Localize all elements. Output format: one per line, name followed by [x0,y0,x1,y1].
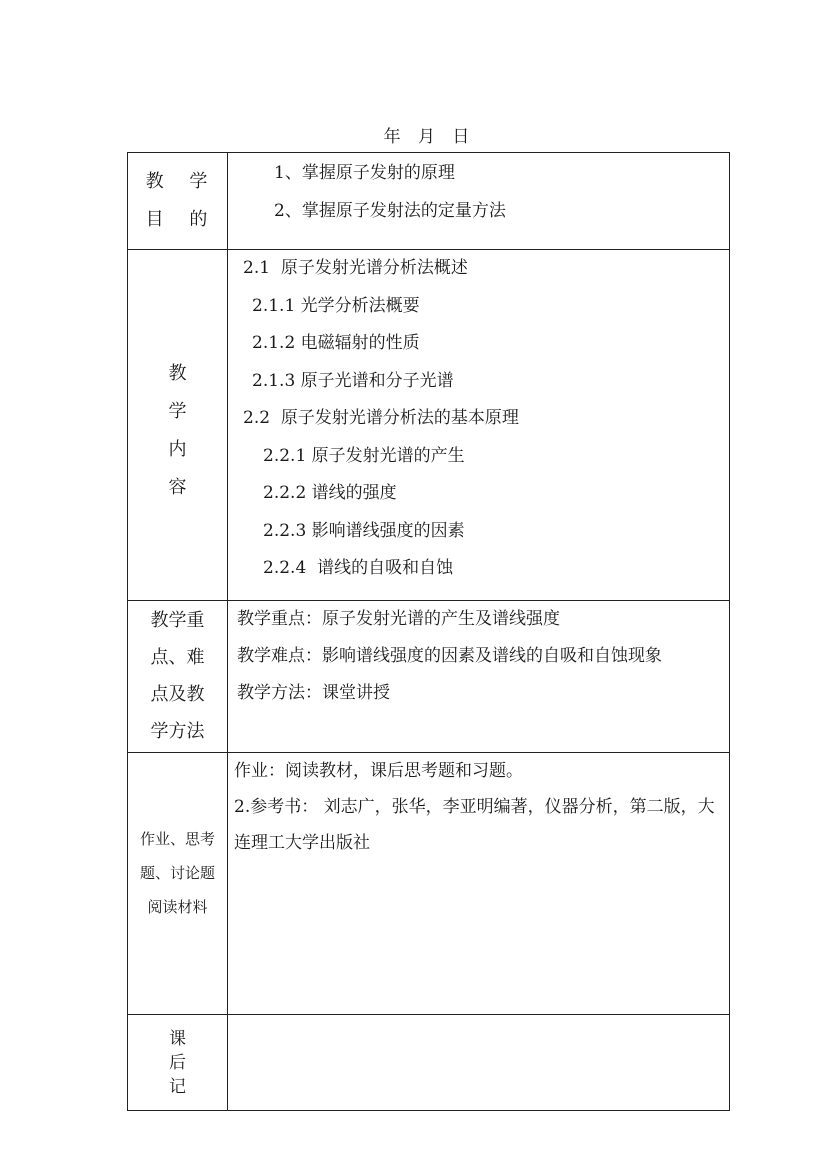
objectives-content [228,153,730,250]
afterclass-label [128,1015,228,1111]
objectives-label-line: 教 学 [145,171,218,192]
homework-label-line: 题、讨论题 [139,863,215,882]
content-label [128,250,228,601]
lesson-plan-table [127,152,730,1111]
content-label-line: 容 [168,477,187,498]
homework-row [128,753,730,1015]
content-item: 2.2.3 影响谱线强度的因素 [263,520,465,541]
focus-label-line: 教学重 [150,610,205,631]
afterclass-label-line: 课 [169,1028,186,1049]
content-list [228,250,730,601]
focus-label-line: 学方法 [150,721,205,742]
content-item: 2.1 原子发射光谱分析法概述 [243,258,468,278]
focus-content [228,601,730,753]
content-item: 2.1.2 电磁辐射的性质 [252,333,420,353]
content-item: 2.2.1 原子发射光谱的产生 [263,445,465,466]
difficult-points-line: 教学难点：影响谱线强度的因素及谱线的自吸和自蚀现象 [237,646,662,666]
year-label: 年 [383,127,401,147]
teaching-method-line: 教学方法：课堂讲授 [237,683,390,703]
focus-label-line: 点、难 [150,647,205,668]
focus-label [128,601,228,753]
content-item: 2.2.4 谱线的自吸和自蚀 [263,558,454,578]
afterclass-label-line: 后 [169,1052,186,1073]
objectives-row [128,153,730,250]
content-item: 2.1.3 原子光谱和分子光谱 [252,370,454,391]
reference-books-line: 2.参考书： 刘志广，张华，李亚明编著，仪器分析，第二版，大连理工大学出版社 [234,797,715,853]
content-label-line: 内 [168,439,187,460]
afterclass-row [128,1015,730,1111]
objective-item: 2、掌握原子发射法的定量方法 [274,201,506,221]
objectives-label-line: 目 的 [145,209,218,230]
content-item: 2.1.1 光学分析法概要 [252,295,420,316]
homework-label-line: 作业、思考 [139,829,215,848]
afterclass-label-line: 记 [169,1076,186,1097]
focus-row [128,601,730,753]
homework-label [128,753,228,1015]
afterclass-notes [228,1015,730,1111]
homework-line: 作业：阅读教材，课后思考题和习题。 [234,761,523,781]
homework-content [228,753,730,1015]
homework-label-line: 阅读材料 [147,897,208,916]
month-label: 月 [418,127,435,147]
date-line [0,122,825,147]
content-label-line: 学 [168,401,187,422]
content-item: 2.2.2 谱线的强度 [263,483,397,503]
content-label-line: 教 [168,363,187,384]
objectives-label [128,153,228,250]
content-row [128,250,730,601]
content-item: 2.2 原子发射光谱分析法的基本原理 [243,408,519,428]
focus-label-line: 点及教 [150,684,205,705]
key-points-line: 教学重点：原子发射光谱的产生及谱线强度 [237,609,560,629]
objective-item: 1、掌握原子发射的原理 [274,163,455,183]
day-label: 日 [452,127,470,147]
